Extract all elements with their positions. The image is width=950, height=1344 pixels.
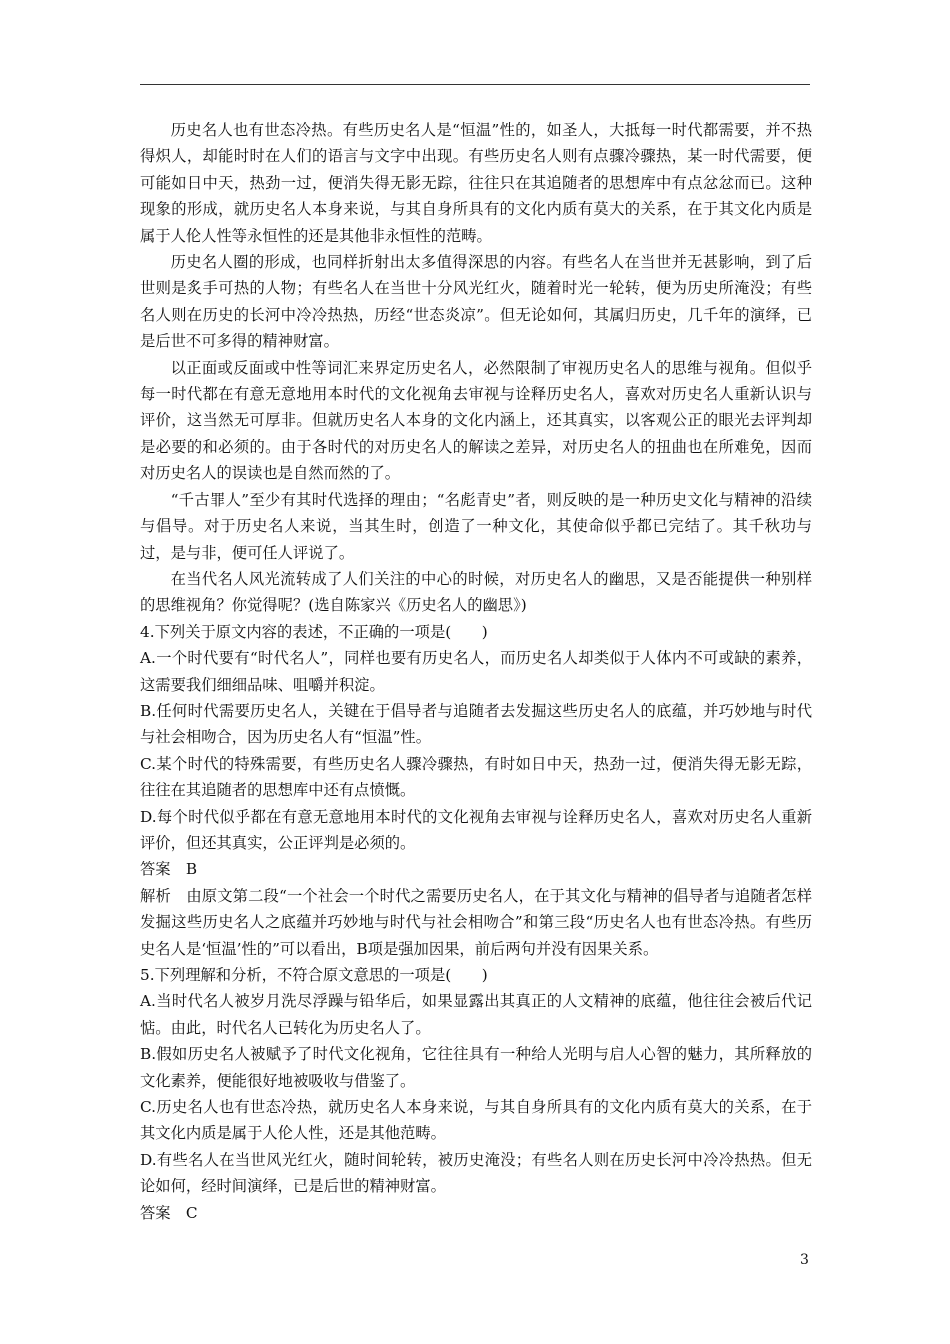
question-4-option-b: B.任何时代需要历史名人，关键在于倡导者与追随者去发掘这些历史名人的底蕴，并巧妙地与时代与社会相吻合，因为历史名人有“恒温”性。 — [140, 701, 812, 747]
question-4-option-c: C.某个时代的特殊需要，有些历史名人骤冷骤热，有时如日中天，热劲一过，便消失得无影无踪，往往在其追随者的思想库中还有点愤慨。 — [140, 754, 812, 800]
header-rule — [140, 84, 810, 85]
question-5-option-d: D.有些名人在当世风光红火，随时间轮转，被历史淹没；有些名人则在历史长河中冷冷热热。但无论如何，经时间演绎，已是后世的精神财富。 — [140, 1150, 812, 1196]
question-5-option-c: C.历史名人也有世态冷热，就历史名人本身来说，与其自身所具有的文化内质有莫大的关系，在于其文化内质是属于人伦人性，还是其他范畴。 — [140, 1098, 812, 1143]
passage-paragraph: 在当代名人风光流转成了人们关注的中心的时候，对历史名人的幽思，又是否能提供一种别样的思维视角？你觉得呢？(选自陈家兴《历史名人的幽思》) — [140, 569, 812, 615]
question-4-option-d: D.每个时代似乎都在有意无意地用本时代的文化视角去审视与诠释历史名人，喜欢对历史名人重新评价，但还其真实，公正评判是必须的。 — [140, 807, 812, 852]
question-5-answer: 答案 C — [140, 1203, 198, 1222]
question-5-option-a: A.当时代名人被岁月洗尽浮躁与铅华后，如果显露出其真正的人文精神的底蕴，他往往会被后代记惦。由此，时代名人已转化为历史名人了。 — [140, 992, 812, 1037]
question-5-option-b: B.假如历史名人被赋予了时代文化视角，它往往具有一种给人光明与启人心智的魅力，其所释放的文化素养，便能很好地被吸收与借鉴了。 — [140, 1045, 812, 1090]
question-5-stem: 5.下列理解和分析，不符合原文意思的一项是( ) — [140, 966, 488, 984]
passage-paragraph: 以正面或反面或中性等词汇来界定历史名人，必然限制了审视历史名人的思维与视角。但似乎每一时代都在有意无意地用本时代的文化视角去审视与诠释历史名人，喜欢对历史名人重新认识与评价，这当然无可厚非。但就历史名人本身的文化内涵上，还其真实，以客观公正的眼光去评判却是必要的和必须的。由于各时代的对历史名人的解读之差异，对历史名人的扭曲也在所难免，因而对历史名人的误读也是自然而然的了。 — [140, 358, 812, 483]
passage-paragraph: 历史名人圈的形成，也同样折射出太多值得深思的内容。有些名人在当世并无甚影响，到了后世则是炙手可热的人物；有些名人在当世十分风光红火，随着时光一轮转，便为历史所淹没；有些名人则在历史的长河中冷冷热热，历经“世态炎凉”。但无论如何，其属归历史，几千年的演绎，已是后世不可多得的精神财富。 — [140, 253, 812, 351]
passage-paragraph: 历史名人也有世态冷热。有些历史名人是“恒温”性的，如圣人，大抵每一时代都需要，并不热得炽人，却能时时在人们的语言与文字中出现。有些历史名人则有点骤冷骤热，某一时代需要，便可能如日中天，热劲一过，便消失得无影无踪，往往只在其追随者的思想库中有点忿忿而已。这种现象的形成，就历史名人本身来说，与其自身所具有的文化内质有莫大的关系，在于其文化内质是属于人伦人性等永恒性的还是其他非永恒性的范畴。 — [140, 121, 812, 245]
question-4-answer: 答案 B — [140, 860, 198, 879]
passage-paragraph: “千古罪人”至少有其时代选择的理由；“名彪青史”者，则反映的是一种历史文化与精神的沿续与倡导。对于历史名人来说，当其生时，创造了一种文化，其使命似乎都已完结了。其千秋功与过，是与非，便可任人评说了。 — [140, 490, 812, 562]
question-4-analysis: 解析 由原文第二段“一个社会一个时代之需要历史名人，在于其文化与精神的倡导者与追随者怎样发掘这些历史名人之底蕴并巧妙地与时代与社会相吻合”和第三段“历史名人也有世态冷热。有些历史名人是‘恒温’性的”可以看出，B项是强加因果，前后两句并没有因果关系。 — [140, 886, 812, 958]
question-4-stem: 4.下列关于原文内容的表述，不正确的一项是( ) — [140, 622, 488, 641]
question-4-option-a: A.一个时代要有“时代名人”，同样也要有历史名人，而历史名人却类似于人体内不可或缺的素养，这需要我们细细品味、咀嚼并积淀。 — [140, 649, 812, 694]
page-number: 3 — [800, 1252, 809, 1268]
page-content — [140, 117, 812, 1226]
